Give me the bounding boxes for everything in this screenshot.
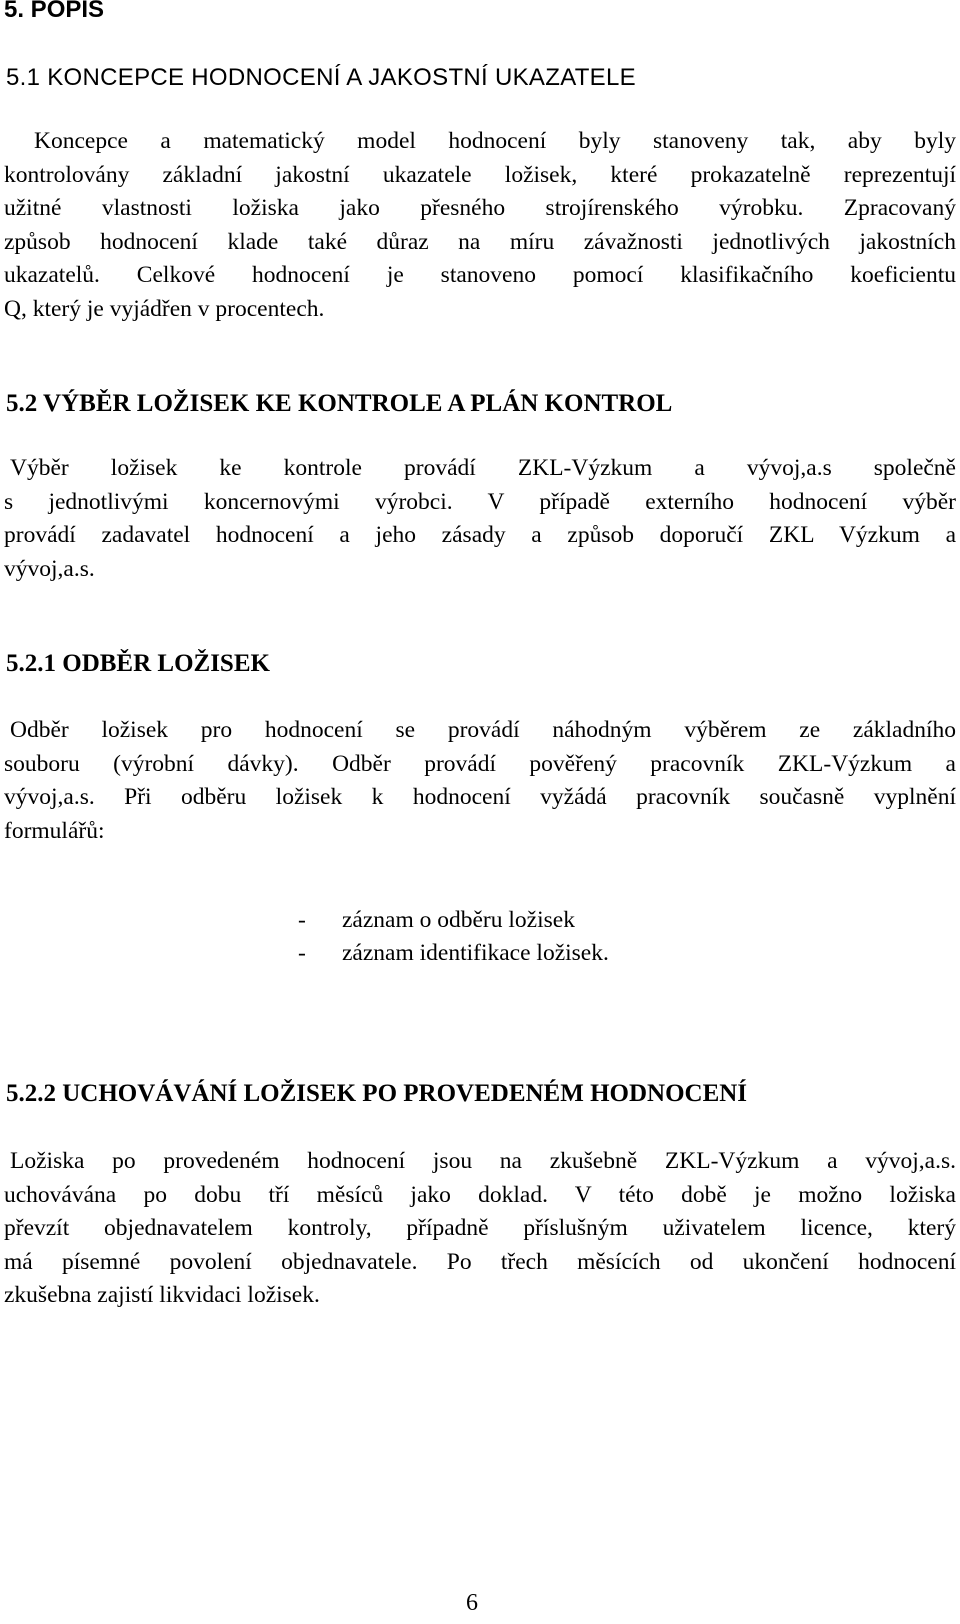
paragraph-line: s jednotlivými koncernovými výrobci. V případě externího hodnocení výběr: [4, 488, 956, 515]
paragraph-line: užitné vlastnosti ložiska jako přesného strojírenského výrobku. Zpracovaný: [4, 195, 956, 221]
list-item: [298, 937, 609, 970]
paragraph-line: Výběr ložisek ke kontrole provádí ZKL-Výzkum a vývoj,a.s společně: [10, 455, 956, 481]
section-5-2-paragraph: [4, 452, 956, 586]
paragraph-line: vývoj,a.s.: [4, 555, 95, 582]
list-item: [298, 904, 609, 937]
paragraph-line: má písemné povolení objednavatele. Po třech měsících od ukončení hodnocení: [4, 1248, 956, 1275]
list-marker: -: [298, 940, 306, 966]
section-5-2-2-heading: 5.2.2 UCHOVÁVÁNÍ LOŽISEK PO PROVEDENÉM HODNOCENÍ: [6, 1080, 748, 1107]
list-marker: -: [298, 907, 306, 933]
paragraph-line: převzít objednavatelem kontroly, případně příslušným uživatelem licence, který: [4, 1215, 956, 1241]
section-5-2-1-heading: 5.2.1 ODBĚR LOŽISEK: [6, 650, 270, 677]
section-5-2-2-paragraph: [4, 1145, 956, 1313]
list-item-text: záznam identifikace ložisek.: [342, 940, 609, 966]
paragraph-line: zkušebna zajistí likvidaci ložisek.: [4, 1282, 320, 1308]
section-5-1-paragraph: [4, 125, 956, 326]
paragraph-line: Q, který je vyjádřen v procentech.: [4, 295, 325, 322]
forms-list: [298, 904, 609, 970]
paragraph-line: kontrolovány základní jakostní ukazatele ložisek, které prokazatelně reprezentují: [4, 161, 956, 188]
section-5-2-heading: 5.2 VÝBĚR LOŽISEK KE KONTROLE A PLÁN KONTROL: [6, 390, 673, 417]
paragraph-line: provádí zadavatel hodnocení a jeho zásady a způsob doporučí ZKL Výzkum a: [4, 522, 956, 548]
paragraph-line: Ložiska po provedeném hodnocení jsou na zkušebně ZKL-Výzkum a vývoj,a.s.: [10, 1148, 956, 1174]
page-number: 6: [466, 1590, 478, 1616]
paragraph-line: formulářů:: [4, 817, 105, 844]
section-5-1-heading: 5.1 KONCEPCE HODNOCENÍ A JAKOSTNÍ UKAZATELE: [6, 64, 636, 91]
paragraph-line: způsob hodnocení klade také důraz na míru závažnosti jednotlivých jakostních: [4, 228, 956, 255]
section-5-2-1-paragraph: [4, 714, 956, 848]
paragraph-line: uchovávána po dobu tří měsíců jako doklad. V této době je možno ložiska: [4, 1181, 956, 1208]
list-item-text: záznam o odběru ložisek: [342, 907, 575, 933]
chapter-heading: 5. POPIS: [4, 0, 105, 23]
paragraph-line: vývoj,a.s. Při odběru ložisek k hodnocení vyžádá pracovník současně vyplnění: [4, 784, 956, 810]
paragraph-line: souboru (výrobní dávky). Odběr provádí pověřený pracovník ZKL-Výzkum a: [4, 750, 956, 777]
paragraph-line: Odběr ložisek pro hodnocení se provádí náhodným výběrem ze základního: [10, 717, 956, 743]
paragraph-line: Koncepce a matematický model hodnocení byly stanoveny tak, aby byly: [34, 128, 956, 154]
paragraph-line: ukazatelů. Celkové hodnocení je stanoveno pomocí klasifikačního koeficientu: [4, 262, 956, 288]
